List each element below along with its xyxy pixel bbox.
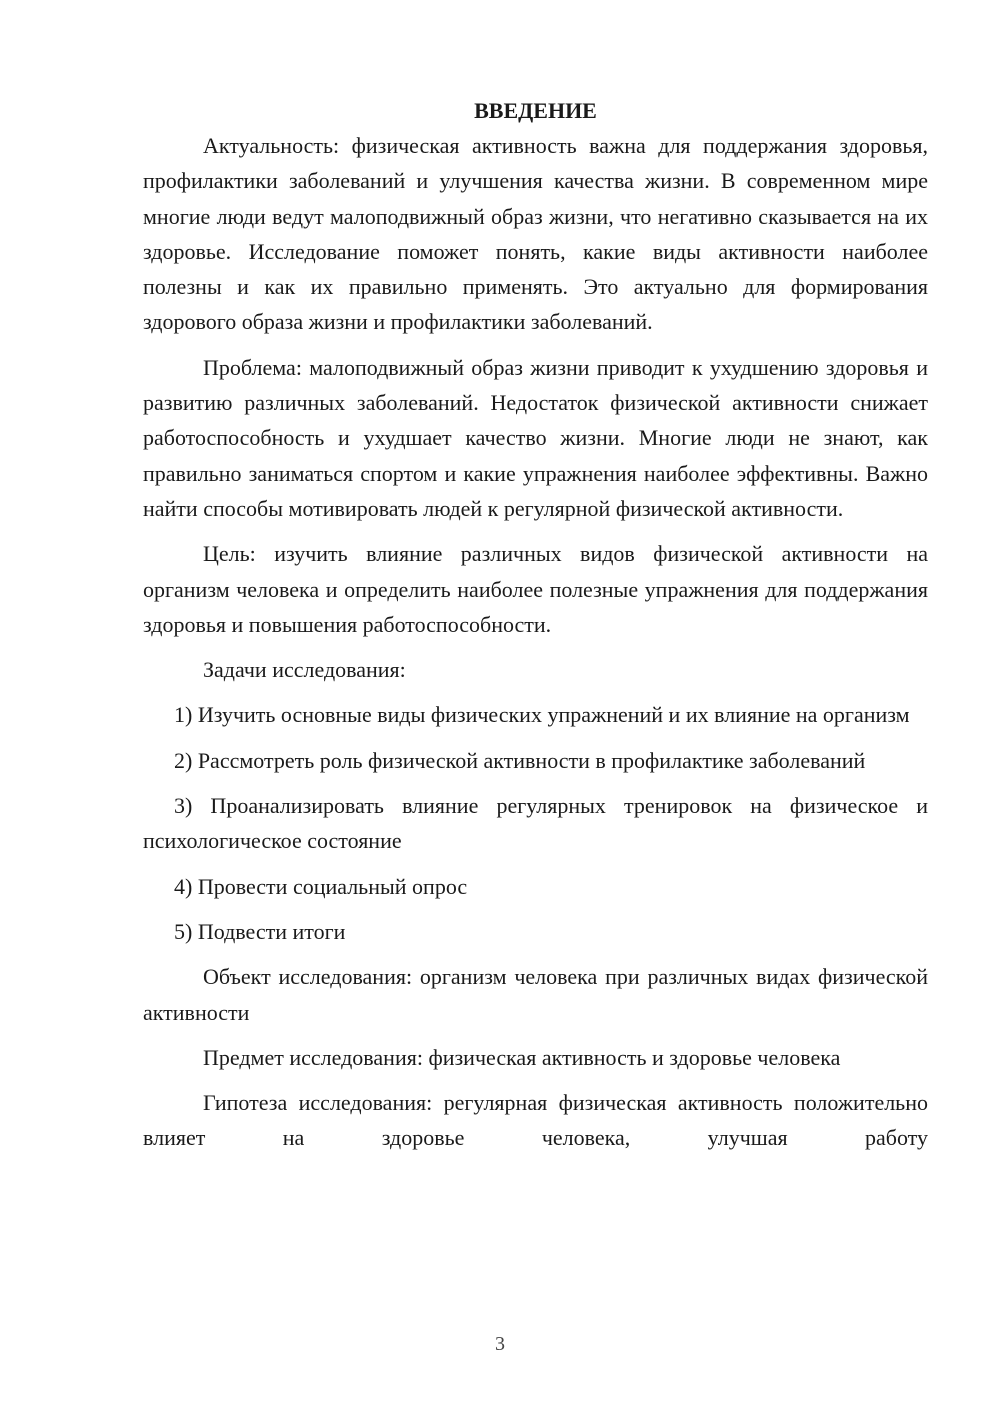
task-item: 3) Проанализировать влияние регулярных тренировок на физическое и психологическое состояние bbox=[143, 793, 928, 854]
page-number: 3 bbox=[495, 1333, 505, 1355]
page-title: ВВЕДЕНИЕ bbox=[474, 98, 597, 123]
task-item: 5) Подвести итоги bbox=[174, 918, 346, 944]
problem-paragraph: Проблема: малоподвижный образ жизни приводит к ухудшению здоровья и развитию различных заболеваний. Недостаток физической активности снижает работоспособность и ухудшает качество жизни. Многие люди не знают, как правильно заниматься спортом и какие упражнения наиболее эффективны. Важно найти способы мотивировать людей к регулярной физической активности. bbox=[143, 354, 928, 521]
task-item: 2) Рассмотреть роль физической активности в профилактике заболеваний bbox=[174, 747, 866, 773]
task-item: 1) Изучить основные виды физических упражнений и их влияние на организм bbox=[174, 702, 910, 728]
task-item: 4) Провести социальный опрос bbox=[174, 873, 468, 899]
relevance-paragraph: Актуальность: физическая активность важна для поддержания здоровья, профилактики заболеваний и улучшения качества жизни. В современном мире многие люди ведут малоподвижный образ жизни, что негативно сказывается на их здоровье. Исследование поможет понять, какие виды активности наиболее полезны и как их правильно применять. Это актуально для формирования здорового образа жизни и профилактики заболеваний. bbox=[143, 133, 928, 335]
subject-paragraph: Предмет исследования: физическая активность и здоровье человека bbox=[203, 1044, 841, 1070]
goal-paragraph: Цель: изучить влияние различных видов физической активности на организм человека и определить наиболее полезные упражнения для поддержания здоровья и повышения работоспособности. bbox=[143, 541, 928, 637]
object-paragraph: Объект исследования: организм человека при различных видах физической активности bbox=[143, 964, 928, 1025]
hypothesis-paragraph: Гипотеза исследования: регулярная физическая активность положительно влияет на здоровье человека, улучшая работу bbox=[143, 1090, 928, 1151]
document-page bbox=[143, 93, 928, 1166]
tasks-heading: Задачи исследования: bbox=[203, 657, 406, 683]
